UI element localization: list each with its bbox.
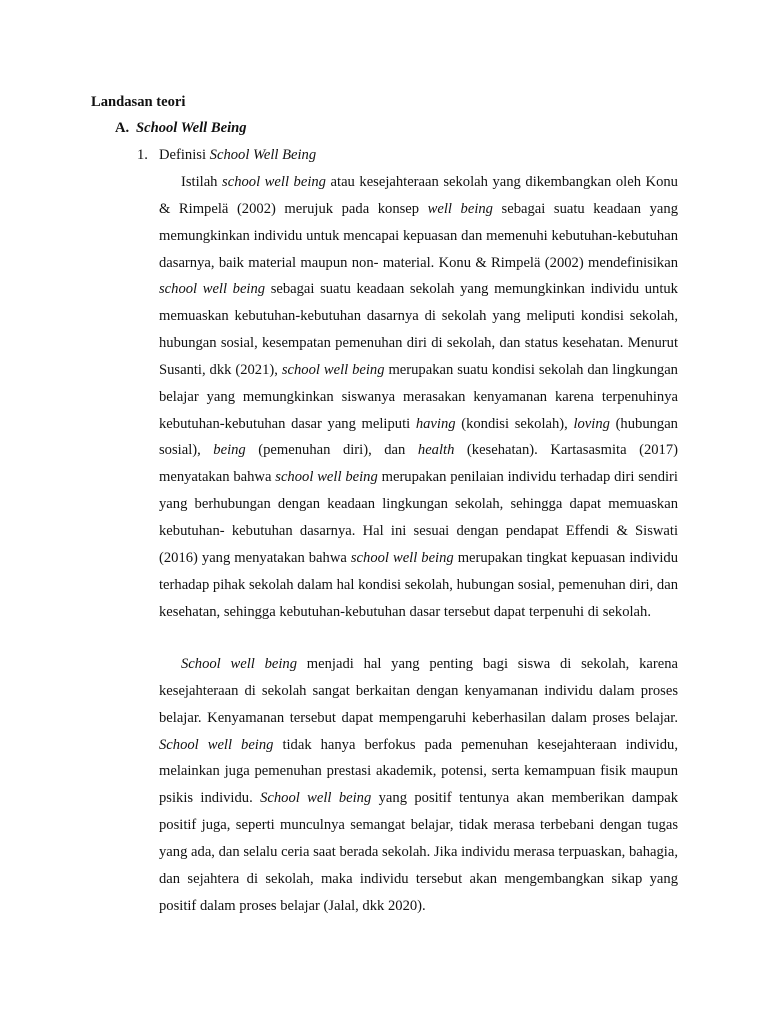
- italic-term: School well being: [181, 656, 298, 672]
- text-run: sebagai suatu keadaan sekolah yang memungkinkan individu untuk memuaskan kebutuhan-kebutuhan dasarnya di sekolah yang meliputi kondisi sekolah, hubungan sosial, kesempatan pemenuhan diri di sekolah, dan status kesehatan. Menurut Susanti, dkk (2021),: [159, 281, 678, 378]
- italic-term: School well being: [159, 736, 274, 753]
- italic-term: well being: [427, 200, 493, 217]
- italic-term: school well being: [350, 549, 454, 566]
- text-run: Istilah: [181, 174, 223, 190]
- text-run: atau kesejahteraan sekolah yang dikembangkan oleh Konu & Rimpelä (2002) merujuk pada konsep: [159, 174, 678, 217]
- text-run: merupakan penilaian individu terhadap diri sendiri yang berhubungan dengan keadaan lingkungan sekolah, sehingga dapat memuaskan kebutuhan- kebutuhan dasarnya. Hal ini sesuai dengan pendapat Effendi & Siswati (2016) yang menyatakan bahwa: [159, 469, 678, 566]
- text-run: menjadi hal yang penting bagi siswa di sekolah, karena kesejahteraan di sekolah sangat berkaitan dengan kenyamanan individu dalam proses belajar. Kenyamanan tersebut dapat mempengaruhi keberhasilan dalam proses belajar.: [159, 656, 678, 726]
- italic-term: loving: [573, 415, 610, 432]
- italic-term: school well being: [159, 281, 266, 298]
- text-run: merupakan tingkat kepuasan individu terhadap pihak sekolah dalam hal kondisi sekolah, hubungan sosial, pemenuhan diri, dan kesehatan, sehingga kebutuhan-kebutuhan dasar tersebut dapat terpenuhi di sekolah.: [159, 549, 678, 620]
- subsection-title: School Well Being: [209, 147, 317, 163]
- paragraph-importance: [159, 651, 678, 919]
- text-run: (hubungan sosial),: [159, 415, 678, 459]
- section-heading: [115, 119, 247, 137]
- paragraph-definition: [159, 169, 678, 625]
- subsection-prefix: Definisi: [159, 147, 210, 163]
- subsection-heading: [137, 146, 316, 164]
- italic-term: School well being: [260, 790, 372, 807]
- text-run: yang positif tentunya akan memberikan dampak positif juga, seperti munculnya semangat belajar, tidak merasa terbebani dengan tugas yang ada, dan selalu ceria saat berada sekolah. Jika individu merasa terpuaskan, bahagia, dan sejahtera di sekolah, maka individu tersebut akan mengembangkan sikap yang positif dalam proses belajar (Jalal, dkk 2020).: [159, 790, 679, 914]
- italic-term: school well being: [275, 469, 378, 486]
- text-run: (kondisi sekolah),: [455, 415, 574, 432]
- italic-term: health: [417, 442, 455, 459]
- page-heading: Landasan teori: [91, 94, 186, 110]
- italic-term: being: [213, 442, 246, 459]
- text-run: sebagai suatu keadaan yang memungkinkan individu untuk mencapai kepuasan dan memenuhi kebutuhan-kebutuhan dasarnya, baik material maupun non- material. Konu & Rimpelä (2002) mendefinisikan: [159, 200, 678, 271]
- section-title: School Well Being: [136, 120, 247, 136]
- text-run: tidak hanya berfokus pada pemenuhan kesejahteraan individu, melainkan juga pemenuhan prestasi akademik, potensi, serta kemampuan fisik maupun psikis individu.: [159, 736, 678, 807]
- subsection-number: 1.: [137, 147, 148, 163]
- text-run: (pemenuhan diri), dan: [245, 442, 418, 459]
- text-run: merupakan suatu kondisi sekolah dan lingkungan belajar yang memungkinkan siswanya merasakan kenyamanan karena terpenuhinya kebutuhan-kebutuhan dasar yang meliputi: [159, 361, 678, 432]
- text-run: (kesehatan). Kartasasmita (2017) menyatakan bahwa: [159, 442, 678, 486]
- italic-term: school well being: [281, 361, 385, 378]
- italic-term: school well being: [222, 174, 326, 190]
- section-number: A.: [115, 120, 130, 136]
- italic-term: having: [415, 415, 456, 432]
